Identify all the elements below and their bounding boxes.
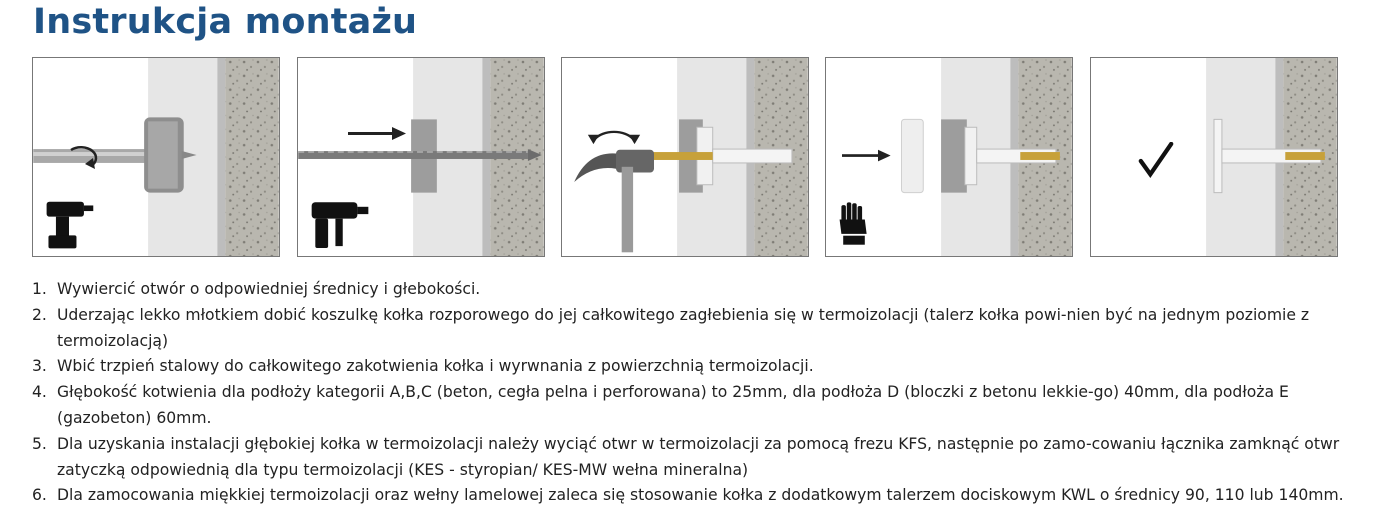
list-item <box>32 432 1362 484</box>
cordless-drill-icon <box>41 198 97 254</box>
step-text: Uderzając lekko młotkiem dobić koszulkę kołka rozporowego do jej całkowitego zagłebienia się w termoizolacji (talerz kołka powi-nien być na jednym poziomie z termoizolacją) <box>57 305 1310 350</box>
list-item <box>32 380 1362 432</box>
double-arrow-icon <box>586 118 642 146</box>
step-4-illustration <box>825 57 1073 257</box>
step-number: 6. <box>32 486 47 505</box>
step-text: Głębokość kotwienia dla podłoży kategorii A,B,C (beton, cegła pelna i perforowana) to 25mm, dla podłoża D (bloczki z betonu lekkie-go) 40mm, dla podłoża E (gazobeton) 60mm. <box>57 383 1289 427</box>
step-5-illustration <box>1090 57 1338 257</box>
step-text: Dla zamocowania miękkiej termoizolacji oraz wełny lamelowej zaleca się stosowanie kołka z dodatkowym talerzem dociskowym KWL o średnicy 90, 110 lub 140mm. <box>57 486 1344 505</box>
step-text: Dla uzyskania instalacji głębokiej kołka w termoizolacji należy wyciąć otwr w termoizolacji za pomocą frezu KFS, następnie po zamo-cowaniu łącznika zamknąć otwr zatyczką odpowiednią dla typu termoizolacji (KES - styropian/ KES-MW wełna mineralna) <box>57 434 1340 479</box>
hammer-icon <box>568 144 664 257</box>
step-number: 1. <box>32 280 47 298</box>
list-item <box>32 354 1362 380</box>
step-3-illustration <box>561 57 809 257</box>
glove-icon <box>836 198 872 250</box>
right-arrow-icon <box>842 146 896 166</box>
list-item <box>32 277 1362 303</box>
step-text: Wbić trzpień stalowy do całkowitego zakotwienia kołka i wyrwnania z powierzchnią termoizolacji. <box>57 357 814 376</box>
page-title: Instrukcja montażu <box>33 2 418 42</box>
step-2-illustration <box>297 57 545 257</box>
installation-steps <box>32 277 1362 509</box>
rotation-arrow-icon <box>63 136 103 176</box>
step-text: Wywiercić otwór o odpowiedniej średnicy i głebokości. <box>57 280 481 298</box>
right-arrow-icon <box>348 124 408 144</box>
list-item <box>32 483 1362 509</box>
step-number: 5. <box>32 434 47 453</box>
step-1-illustration <box>32 57 280 257</box>
step-number: 2. <box>32 305 47 324</box>
hammer-drill-icon <box>308 198 372 254</box>
step-number: 4. <box>32 383 47 402</box>
list-item <box>32 303 1362 355</box>
checkmark-icon <box>1137 142 1175 180</box>
step-number: 3. <box>32 357 47 376</box>
